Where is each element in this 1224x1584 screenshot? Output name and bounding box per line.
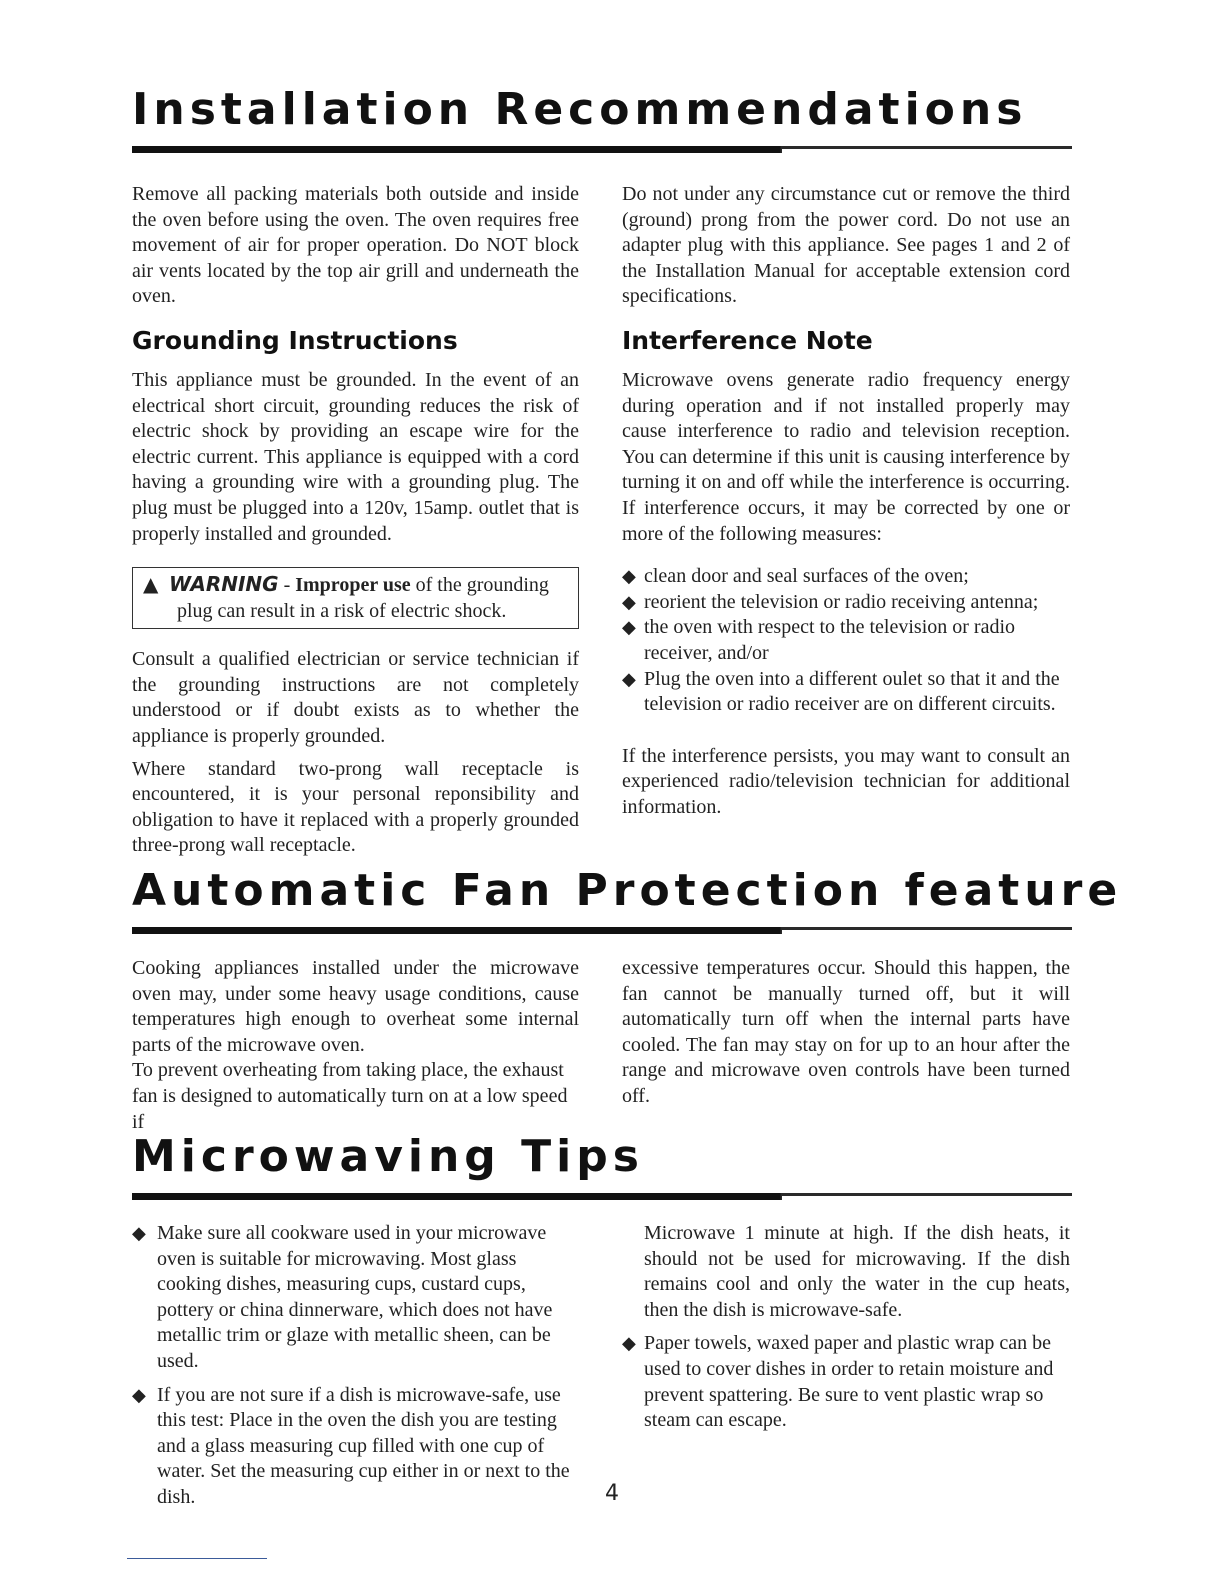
prong-note: Do not under any circumstance cut or remove the third (ground) prong from the power cord. Do not use an adapter plug with this appliance. See pages 1 and 2 of the Installation Manual for acceptable extension cord specifications. (622, 183, 1070, 308)
two-prong-text: Where standard two-prong wall receptacle is encountered, it is your personal reponsibility and obligation to have it replaced with a properly grounded three-prong wall receptacle. (132, 757, 579, 857)
installation-intro: Remove all packing materials both outside and inside the oven before using the oven. The oven requires free movement of air for proper operation. Do NOT block air vents located by the top air grill and underneath the oven. (132, 183, 579, 308)
warning-text-line2: plug can result in a risk of electric shock. (177, 600, 507, 623)
warning-bold: Improper use (295, 574, 411, 597)
grounding-text: This appliance must be grounded. In the event of an electrical short circuit, grounding reduces the risk of electric shock by providing an escape wire for the electric current. This appliance is equipped with a cord having a grounding wire with a grounding plug. The plug must be plugged into a 120v, 15amp. outlet that is properly installed and grounded. (132, 368, 579, 545)
fan-right-text: excessive temperatures occur. Should this happen, the fan cannot be manually turned off, but it will automatically turn off when the internal parts have cooled. The fan may stay on for up to an hour after the range and microwave oven controls have been turned off. (622, 957, 1070, 1107)
bullet-diamond-icon: ◆ (132, 1384, 146, 1406)
warning-triangle-icon: ▲ (143, 572, 159, 597)
list-item: ◆ reorient the television or radio receiving antenna; (622, 590, 1070, 616)
page-number: 4 (605, 1481, 619, 1506)
warning-dash: - (278, 574, 296, 597)
tips-title-rule (132, 1193, 1072, 1200)
tips-title: Microwaving Tips (132, 1131, 644, 1182)
tips-continued: Microwave 1 minute at high. If the dish heats, it should not be used for microwaving. If the dish remains cool and only the water in the cup heats, then the dish is microwave-safe. (644, 1222, 1070, 1321)
installation-left-column (132, 182, 579, 859)
fan-left-p2: To prevent overheating from taking place, the exhaust fan is designed to automatically turn on at a low speed if (132, 1059, 568, 1133)
installation-title-rule (132, 146, 1072, 153)
bullet-diamond-icon: ◆ (622, 617, 636, 639)
grounding-heading: Grounding Instructions (132, 325, 458, 355)
interference-heading: Interference Note (622, 325, 873, 355)
warning-word: WARNING (169, 572, 279, 597)
list-item: ◆ Paper towels, waxed paper and plastic wrap can be used to cover dishes in order to retain moisture and prevent spattering. Be sure to vent plastic wrap so steam can escape. (622, 1332, 1054, 1432)
installation-right-column (622, 182, 1070, 820)
interference-text: Microwave ovens generate radio frequency energy during operation and if not installed properly may cause interference to radio and television reception. You can determine if this unit is causing interference by turning it on and off while the interference is occurring. If interference occurs, it may be corrected by one or more of the following measures: (622, 368, 1070, 545)
list-item: ◆ Make sure all cookware used in your microwave oven is suitable for microwaving. Most glass cooking dishes, measuring cups, custard cups, pottery or china dinnerware, which does not have metallic trim or glaze with metallic sheen, can be used. (132, 1222, 553, 1372)
footer-line (127, 1558, 267, 1559)
bullet-diamond-icon: ◆ (622, 668, 636, 690)
bullet-diamond-icon: ◆ (622, 566, 636, 588)
measures-list (622, 564, 1070, 718)
list-item: ◆ the oven with respect to the television or radio receiver, and/or (622, 616, 1016, 664)
list-item: ◆ Plug the oven into a different oulet so that it and the television or radio receiver are on different circuits. (622, 667, 1060, 716)
fan-title-rule (132, 927, 1072, 934)
persists-text: If the interference persists, you may want to consult an experienced radio/television technician for additional information. (622, 744, 1070, 818)
fan-left-column (132, 956, 579, 1135)
fan-right-column (622, 956, 1070, 1110)
bullet-diamond-icon: ◆ (622, 591, 636, 613)
warning-box (132, 567, 579, 629)
installation-title: Installation Recommendations (132, 84, 1028, 135)
bullet-diamond-icon: ◆ (132, 1223, 146, 1244)
list-item: ◆ If you are not sure if a dish is microwave-safe, use this test: Place in the oven the dish you are testing and a glass measuring cup filled with one cup of water. Set the measuring cup either in or next to the dish. (132, 1383, 570, 1508)
warning-text-line1: of the grounding (410, 574, 549, 597)
tips-right-column (622, 1221, 1070, 1434)
consult-text: Consult a qualified electrician or service technician if the grounding instructions are not completely understood or if doubt exists as to whether the appliance is properly grounded. (132, 648, 579, 747)
tips-left-column (132, 1221, 579, 1511)
list-item: ◆ clean door and seal surfaces of the oven; (622, 564, 1070, 590)
fan-title: Automatic Fan Protection feature (132, 865, 1123, 916)
fan-left-p1: Cooking appliances installed under the microwave oven may, under some heavy usage conditions, cause temperatures high enough to overheat some internal parts of the microwave oven. (132, 957, 579, 1056)
bullet-diamond-icon: ◆ (622, 1333, 636, 1355)
